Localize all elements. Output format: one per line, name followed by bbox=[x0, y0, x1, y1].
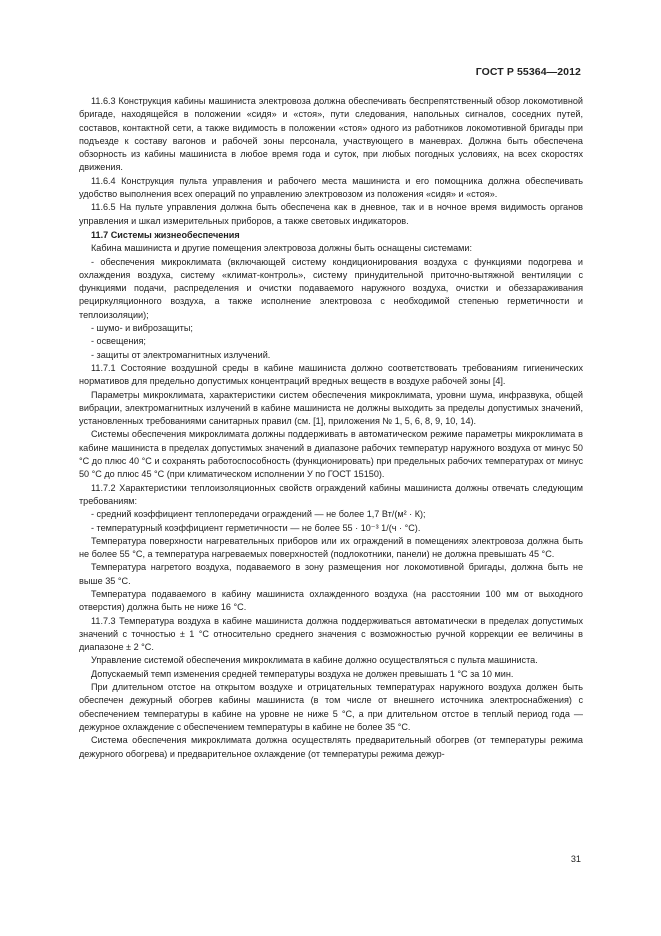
paragraph: Температура нагретого воздуха, подаваемого в зону размещения ног локомотивной бригады, должна быть не выше 35 °С. bbox=[79, 562, 583, 586]
paragraph: 11.6.4 Конструкция пульта управления и рабочего места машиниста и его помощника должна обеспечивать удобство выполнения всех операций по управлению электровозом из положения «сидя» и «стоя». bbox=[79, 175, 583, 200]
paragraph: 11.6.5 На пульте управления должна быть обеспечена как в дневное, так и в ночное время видимость органов управления и шкал измерительных приборов, а также световых индикаторов. bbox=[79, 202, 583, 226]
list-item: - шумо- и виброзащиты; bbox=[91, 323, 193, 334]
section-heading: 11.7 Системы жизнеобеспечения bbox=[91, 229, 240, 240]
paragraph: 11.7.3 Температура воздуха в кабине машиниста должна поддерживаться автоматически в пределах допустимых значений с точностью ± 1 °С относительно среднего значения с возможностью ручной коррекции ее величины в диапазоне ± 2 °С. bbox=[79, 615, 583, 653]
list-item: - освещения; bbox=[91, 336, 146, 347]
paragraph: Кабина машиниста и другие помещения электровоза должны быть оснащены системами: bbox=[91, 243, 472, 254]
list-item: - обеспечения микроклимата (включающей систему кондиционирования воздуха с функциями подогрева и охлаждения воздуха, систему «климат-контроль», систему принудительной приточно-вытяжной вентиляции с функциями подачи, распределения и очистки подаваемого наружного воздуха, очистки и обеззараживания рециркуляционного воздуха, а также исполнение электровоза с необходимой степенью герметичности и теплоизоляции); bbox=[79, 256, 583, 320]
paragraph: Параметры микроклимата, характеристики систем обеспечения микроклимата, уровни шума, инфразвука, общей вибрации, электромагнитных излучений в кабине машиниста не должны выходить за пределы допустимых значений, установленных требованиями санитарных правил (см. [1], приложения № 1, 5, 6, 8, 9, 10, 14). bbox=[79, 389, 583, 427]
paragraph: При длительном отстое на открытом воздухе и отрицательных температурах наружного воздуха должен быть обеспечен дежурный обогрев кабины машиниста (в том числе от внешнего источника электроснабжения) с обеспечением температуры в кабине на уровне не ниже 5 °С, а при длительном отстое в теплый период года — дежурное охлаждение с обеспечением температуры в кабине не более 35 °С. bbox=[79, 682, 583, 732]
paragraph: Температура подаваемого в кабину машиниста охлажденного воздуха (на расстоянии 100 мм от выходного отверстия) должна быть не ниже 16 °С. bbox=[79, 588, 583, 613]
paragraph: 11.7.1 Состояние воздушной среды в кабине машиниста должно соответствовать требованиям гигиенических нормативов для предельно допустимых концентраций вредных веществ в воздухе рабочей зоны [4]. bbox=[79, 362, 583, 387]
document-body bbox=[79, 95, 583, 761]
paragraph: 11.6.3 Конструкция кабины машиниста электровоза должна обеспечивать беспрепятственный обзор локомотивной бригаде, находящейся в положении «сидя» и «стоя», пути следования, напольных сигналов, соседних путей, составов, контактной сети, а также видимость в положении «стоя» одного из работников локомотивной бригады при подъезде к составу вагонов и рабочей зоны персонала, участвующего в маневрах. Должна быть обеспечена обзорность из кабины машиниста в любое время года и суток, при любых погодных условиях, на всех скоростях движения. bbox=[79, 96, 583, 173]
paragraph: Система обеспечения микроклимата должна осуществлять предварительный обогрев (от температуры режима дежурного обогрева) и предварительное охлаждение (от температуры режима дежур- bbox=[79, 735, 583, 759]
paragraph: 11.7.2 Характеристики теплоизоляционных свойств ограждений кабины машиниста должны отвечать следующим требованиям: bbox=[79, 482, 583, 506]
page-number: 31 bbox=[570, 854, 581, 864]
paragraph: Допускаемый темп изменения средней температуры воздуха не должен превышать 1 °С за 10 мин. bbox=[91, 668, 514, 679]
list-item: - температурный коэффициент герметичности — не более 55 · 10⁻³ 1/(ч · °С). bbox=[91, 522, 421, 533]
list-item: - защиты от электромагнитных излучений. bbox=[91, 349, 271, 360]
paragraph: Системы обеспечения микроклимата должны поддерживать в автоматическом режиме параметры микроклимата в кабине машиниста в пределах допустимых значений в диапазоне рабочих температур наружного воздуха от минус 50 °С до плюс 40 °С и сохранять работоспособность (функционировать) при предельных рабочих температурах от минус 50 °С до плюс 45 °С (при климатическом исполнении У по ГОСТ 15150). bbox=[79, 429, 583, 480]
document-header: ГОСТ Р 55364—2012 bbox=[475, 66, 581, 78]
paragraph: Управление системой обеспечения микроклимата в кабине должно осуществляться с пульта машиниста. bbox=[91, 655, 538, 666]
list-item: - средний коэффициент теплопередачи ограждений — не более 1,7 Вт/(м² · К); bbox=[91, 509, 426, 520]
paragraph: Температура поверхности нагревательных приборов или их ограждений в помещениях электровоза должна быть не более 55 °С, а температура нагреваемых поверхностей (подлокотники, панели) не должна превышать 45 °С. bbox=[79, 535, 583, 560]
